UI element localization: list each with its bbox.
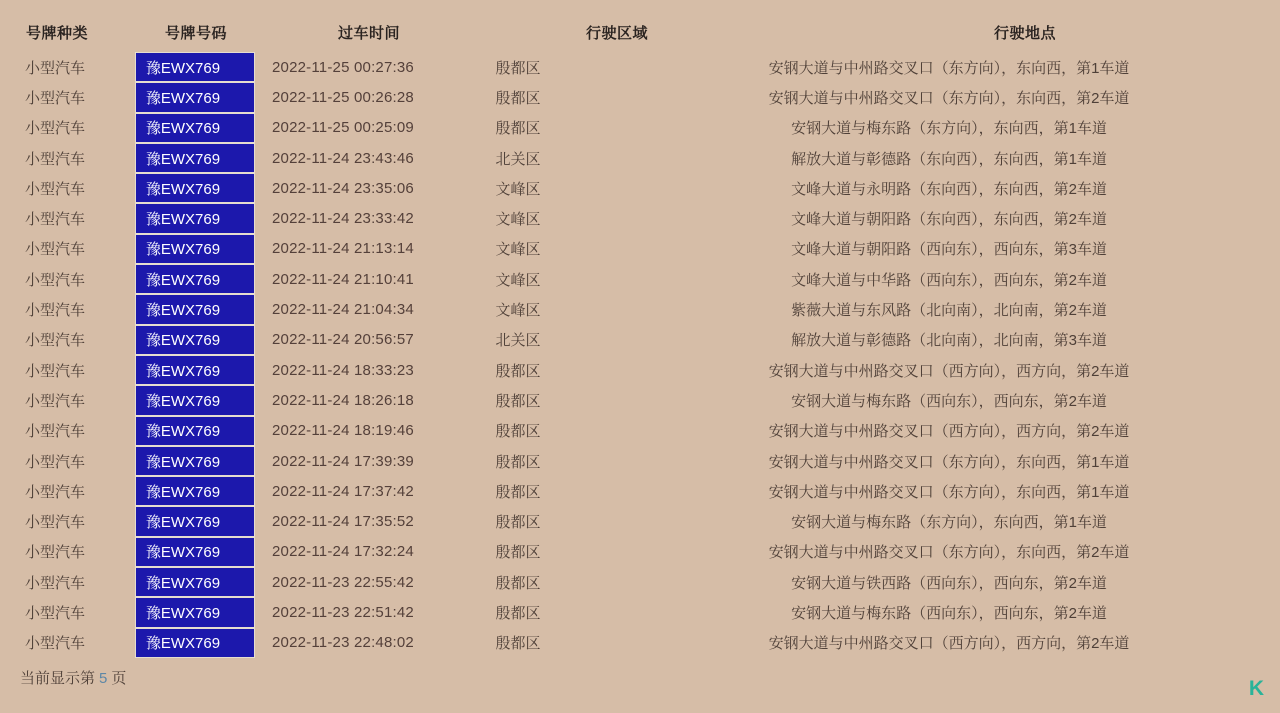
column-header-location: 行驶地点: [993, 24, 1056, 42]
plate-number-cell: [110, 628, 268, 658]
plate-number-badge[interactable]: 豫EWX769: [135, 567, 255, 597]
pass-time-cell: 2022-11-25 00:25:09: [272, 119, 414, 137]
district-cell: 殷都区: [495, 514, 541, 532]
plate-number-badge[interactable]: 豫EWX769: [135, 82, 255, 112]
district-cell: 殷都区: [495, 59, 541, 77]
plate-number-cell: [110, 173, 268, 203]
location-cell: 安钢大道与中州路交叉口（西方向），西方向，第2车道: [768, 635, 1130, 653]
plate-type-cell: 小型汽车: [24, 120, 85, 138]
plate-type-cell: 小型汽车: [24, 89, 85, 107]
location-cell: 安钢大道与梅东路（西向东），西向东，第2车道: [791, 392, 1107, 410]
plate-number-badge[interactable]: 豫EWX769: [135, 355, 255, 385]
pass-time-cell: 2022-11-24 23:35:06: [272, 179, 414, 197]
table-row: [0, 325, 1280, 355]
pass-time-cell: 2022-11-24 17:39:39: [272, 452, 414, 470]
district-cell: 文峰区: [495, 211, 541, 229]
plate-number-badge[interactable]: 豫EWX769: [135, 264, 255, 294]
plate-type-cell: 小型汽车: [24, 514, 85, 532]
table-row: [0, 52, 1280, 82]
district-cell: 殷都区: [495, 544, 541, 562]
location-cell: 文峰大道与中华路（西向东），西向东，第2车道: [791, 271, 1107, 289]
pass-time-cell: 2022-11-24 17:35:52: [272, 513, 414, 531]
district-cell: 殷都区: [495, 423, 541, 441]
plate-type-cell: 小型汽车: [24, 180, 85, 198]
pagination-prefix: 当前显示第: [20, 669, 96, 687]
watermark-k-logo: K: [1248, 677, 1264, 700]
plate-number-badge[interactable]: 豫EWX769: [135, 173, 255, 203]
plate-number-badge[interactable]: 豫EWX769: [135, 234, 255, 264]
plate-number-badge[interactable]: 豫EWX769: [135, 294, 255, 324]
district-cell: 北关区: [495, 150, 541, 168]
plate-number-cell: [110, 52, 268, 82]
location-cell: 安钢大道与铁西路（西向东），西向东，第2车道: [791, 574, 1107, 592]
plate-number-badge[interactable]: 豫EWX769: [135, 325, 255, 355]
table-row: [0, 537, 1280, 567]
pass-time-cell: 2022-11-24 21:04:34: [272, 301, 414, 319]
pass-time-cell: 2022-11-24 18:33:23: [272, 361, 414, 379]
pass-time-cell: 2022-11-24 17:37:42: [272, 482, 414, 500]
plate-type-cell: 小型汽车: [24, 544, 85, 562]
plate-type-cell: 小型汽车: [24, 271, 85, 289]
plate-number-badge[interactable]: 豫EWX769: [135, 537, 255, 567]
pass-time-cell: 2022-11-24 17:32:24: [272, 543, 414, 561]
plate-number-badge[interactable]: 豫EWX769: [135, 597, 255, 627]
plate-number-cell: [110, 234, 268, 264]
district-cell: 文峰区: [495, 302, 541, 320]
column-header-district: 行驶区域: [585, 24, 648, 42]
plate-number-cell: [110, 355, 268, 385]
plate-number-cell: [110, 264, 268, 294]
location-cell: 紫薇大道与东风路（北向南），北向南，第2车道: [791, 302, 1107, 320]
table-row: [0, 476, 1280, 506]
table-row: [0, 173, 1280, 203]
pass-time-cell: 2022-11-25 00:26:28: [272, 88, 414, 106]
plate-number-badge[interactable]: 豫EWX769: [135, 476, 255, 506]
district-cell: 殷都区: [495, 574, 541, 592]
district-cell: 殷都区: [495, 362, 541, 380]
plate-type-cell: 小型汽车: [24, 392, 85, 410]
plate-number-badge[interactable]: 豫EWX769: [135, 446, 255, 476]
district-cell: 殷都区: [495, 635, 541, 653]
district-cell: 殷都区: [495, 392, 541, 410]
pass-time-cell: 2022-11-25 00:27:36: [272, 58, 414, 76]
column-header-pass-time: 过车时间: [337, 24, 400, 42]
table-row: [0, 355, 1280, 385]
plate-number-cell: [110, 294, 268, 324]
plate-number-cell: [110, 446, 268, 476]
plate-type-cell: 小型汽车: [24, 332, 85, 350]
plate-number-cell: [110, 416, 268, 446]
district-cell: 北关区: [495, 332, 541, 350]
plate-number-badge[interactable]: 豫EWX769: [135, 203, 255, 233]
location-cell: 安钢大道与梅东路（东方向），东向西，第1车道: [791, 514, 1107, 532]
plate-number-badge[interactable]: 豫EWX769: [135, 385, 255, 415]
traffic-records-table: [0, 17, 1280, 658]
location-cell: 安钢大道与梅东路（东方向），东向西，第1车道: [791, 120, 1107, 138]
table-row: [0, 234, 1280, 264]
plate-type-cell: 小型汽车: [24, 211, 85, 229]
location-cell: 安钢大道与中州路交叉口（东方向），东向西，第2车道: [768, 544, 1130, 562]
pass-time-cell: 2022-11-23 22:48:02: [272, 634, 414, 652]
district-cell: 殷都区: [495, 483, 541, 501]
pass-time-cell: 2022-11-24 23:43:46: [272, 149, 414, 167]
plate-number-cell: [110, 113, 268, 143]
location-cell: 安钢大道与中州路交叉口（东方向），东向西，第2车道: [768, 89, 1130, 107]
pass-time-cell: 2022-11-24 18:26:18: [272, 391, 414, 409]
plate-number-cell: [110, 82, 268, 112]
plate-type-cell: 小型汽车: [24, 574, 85, 592]
table-row: [0, 628, 1280, 658]
plate-type-cell: 小型汽车: [24, 241, 85, 259]
current-page-number: 5: [99, 669, 108, 687]
plate-number-badge[interactable]: 豫EWX769: [135, 52, 255, 82]
table-row: [0, 597, 1280, 627]
table-row: [0, 446, 1280, 476]
table-row: [0, 113, 1280, 143]
location-cell: 安钢大道与中州路交叉口（西方向），西方向，第2车道: [768, 423, 1130, 441]
plate-number-cell: [110, 506, 268, 536]
plate-number-badge[interactable]: 豫EWX769: [135, 113, 255, 143]
location-cell: 安钢大道与中州路交叉口（东方向），东向西，第1车道: [768, 59, 1130, 77]
location-cell: 文峰大道与永明路（东向西），东向西，第2车道: [791, 180, 1107, 198]
plate-number-cell: [110, 597, 268, 627]
location-cell: 文峰大道与朝阳路（西向东），西向东，第3车道: [791, 241, 1107, 259]
table-row: [0, 506, 1280, 536]
plate-type-cell: 小型汽车: [24, 635, 85, 653]
plate-number-cell: [110, 476, 268, 506]
plate-type-cell: 小型汽车: [24, 302, 85, 320]
pass-time-cell: 2022-11-23 22:55:42: [272, 573, 414, 591]
table-row: [0, 294, 1280, 324]
table-row: [0, 82, 1280, 112]
plate-number-badge[interactable]: 豫EWX769: [135, 506, 255, 536]
plate-number-badge[interactable]: 豫EWX769: [135, 628, 255, 658]
location-cell: 解放大道与彰德路（东向西），东向西，第1车道: [791, 150, 1107, 168]
column-header-plate-type: 号牌种类: [25, 24, 88, 42]
district-cell: 殷都区: [495, 89, 541, 107]
plate-type-cell: 小型汽车: [24, 150, 85, 168]
table-row: [0, 567, 1280, 597]
location-cell: 解放大道与彰德路（北向南），北向南，第3车道: [791, 332, 1107, 350]
pass-time-cell: 2022-11-24 21:13:14: [272, 240, 414, 258]
plate-type-cell: 小型汽车: [24, 453, 85, 471]
column-header-plate-number: 号牌号码: [164, 24, 227, 42]
plate-type-cell: 小型汽车: [24, 59, 85, 77]
plate-number-cell: [110, 203, 268, 233]
pass-time-cell: 2022-11-24 21:10:41: [272, 270, 414, 288]
location-cell: 安钢大道与中州路交叉口（西方向），西方向，第2车道: [768, 362, 1130, 380]
plate-number-cell: [110, 325, 268, 355]
table-row: [0, 143, 1280, 173]
plate-type-cell: 小型汽车: [24, 423, 85, 441]
plate-number-cell: [110, 143, 268, 173]
plate-number-badge[interactable]: 豫EWX769: [135, 416, 255, 446]
pass-time-cell: 2022-11-24 18:19:46: [272, 422, 414, 440]
district-cell: 文峰区: [495, 180, 541, 198]
plate-type-cell: 小型汽车: [24, 483, 85, 501]
plate-type-cell: 小型汽车: [24, 362, 85, 380]
district-cell: 文峰区: [495, 241, 541, 259]
location-cell: 安钢大道与中州路交叉口（东方向），东向西，第1车道: [768, 483, 1130, 501]
district-cell: 文峰区: [495, 271, 541, 289]
table-row: [0, 264, 1280, 294]
table-body: [0, 52, 1280, 658]
plate-number-cell: [110, 385, 268, 415]
district-cell: 殷都区: [495, 120, 541, 138]
location-cell: 安钢大道与梅东路（西向东），西向东，第2车道: [791, 604, 1107, 622]
table-row: [0, 203, 1280, 233]
plate-type-cell: 小型汽车: [24, 604, 85, 622]
pass-time-cell: 2022-11-24 20:56:57: [272, 331, 414, 349]
district-cell: 殷都区: [495, 453, 541, 471]
table-header: [0, 17, 1280, 47]
plate-number-cell: [110, 567, 268, 597]
pagination-suffix: 页: [111, 669, 127, 687]
plate-number-badge[interactable]: 豫EWX769: [135, 143, 255, 173]
plate-number-cell: [110, 537, 268, 567]
pass-time-cell: 2022-11-23 22:51:42: [272, 603, 414, 621]
district-cell: 殷都区: [495, 604, 541, 622]
location-cell: 安钢大道与中州路交叉口（东方向），东向西，第1车道: [768, 453, 1130, 471]
table-row: [0, 416, 1280, 446]
location-cell: 文峰大道与朝阳路（东向西），东向西，第2车道: [791, 211, 1107, 229]
pagination-status: [0, 667, 1280, 688]
pass-time-cell: 2022-11-24 23:33:42: [272, 210, 414, 228]
table-row: [0, 385, 1280, 415]
